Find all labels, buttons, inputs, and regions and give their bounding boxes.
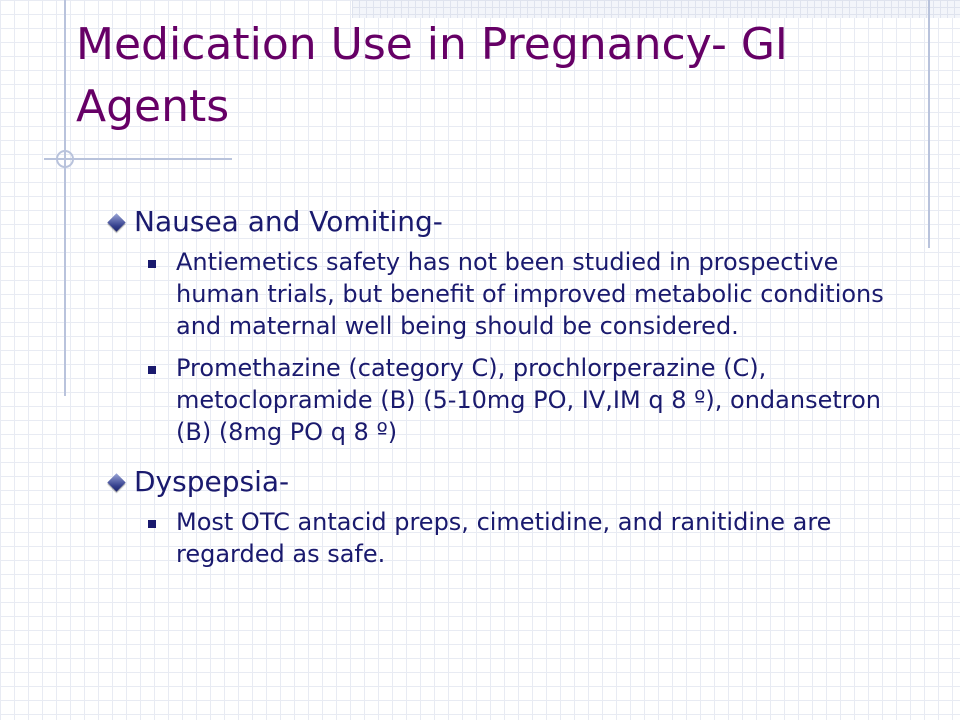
square-bullet-icon bbox=[148, 260, 156, 268]
decorative-circle bbox=[56, 150, 74, 168]
bullet-text: Antiemetics safety has not been studied in prospective human trials, but benefit of improved metabolic conditions and maternal well being should be considered. bbox=[176, 248, 884, 340]
bullet-item bbox=[108, 506, 908, 570]
bullet-text: Promethazine (category C), prochlorperazine (C), metoclopramide (B) (5-10mg PO, IV,IM q 8 º), ondansetron (B) (8mg PO q 8 º) bbox=[176, 354, 881, 446]
diamond-bullet-icon bbox=[107, 473, 125, 491]
section-heading-nausea bbox=[108, 202, 908, 242]
slide-body bbox=[108, 202, 908, 584]
square-bullet-icon bbox=[148, 366, 156, 374]
bullet-item bbox=[108, 246, 908, 342]
bullet-text: Most OTC antacid preps, cimetidine, and ranitidine are regarded as safe. bbox=[176, 508, 832, 568]
diamond-bullet-icon bbox=[107, 213, 125, 231]
left-decorative-line bbox=[64, 0, 66, 396]
slide-title: Medication Use in Pregnancy- GI Agents bbox=[76, 19, 788, 132]
square-bullet-icon bbox=[148, 520, 156, 528]
bullet-item bbox=[108, 352, 908, 448]
section-heading-text: Nausea and Vomiting- bbox=[134, 205, 443, 238]
bullet-list-nausea bbox=[108, 246, 908, 448]
bullet-list-dyspepsia bbox=[108, 506, 908, 570]
section-heading-dyspepsia bbox=[108, 462, 908, 502]
section-heading-text: Dyspepsia- bbox=[134, 465, 290, 498]
